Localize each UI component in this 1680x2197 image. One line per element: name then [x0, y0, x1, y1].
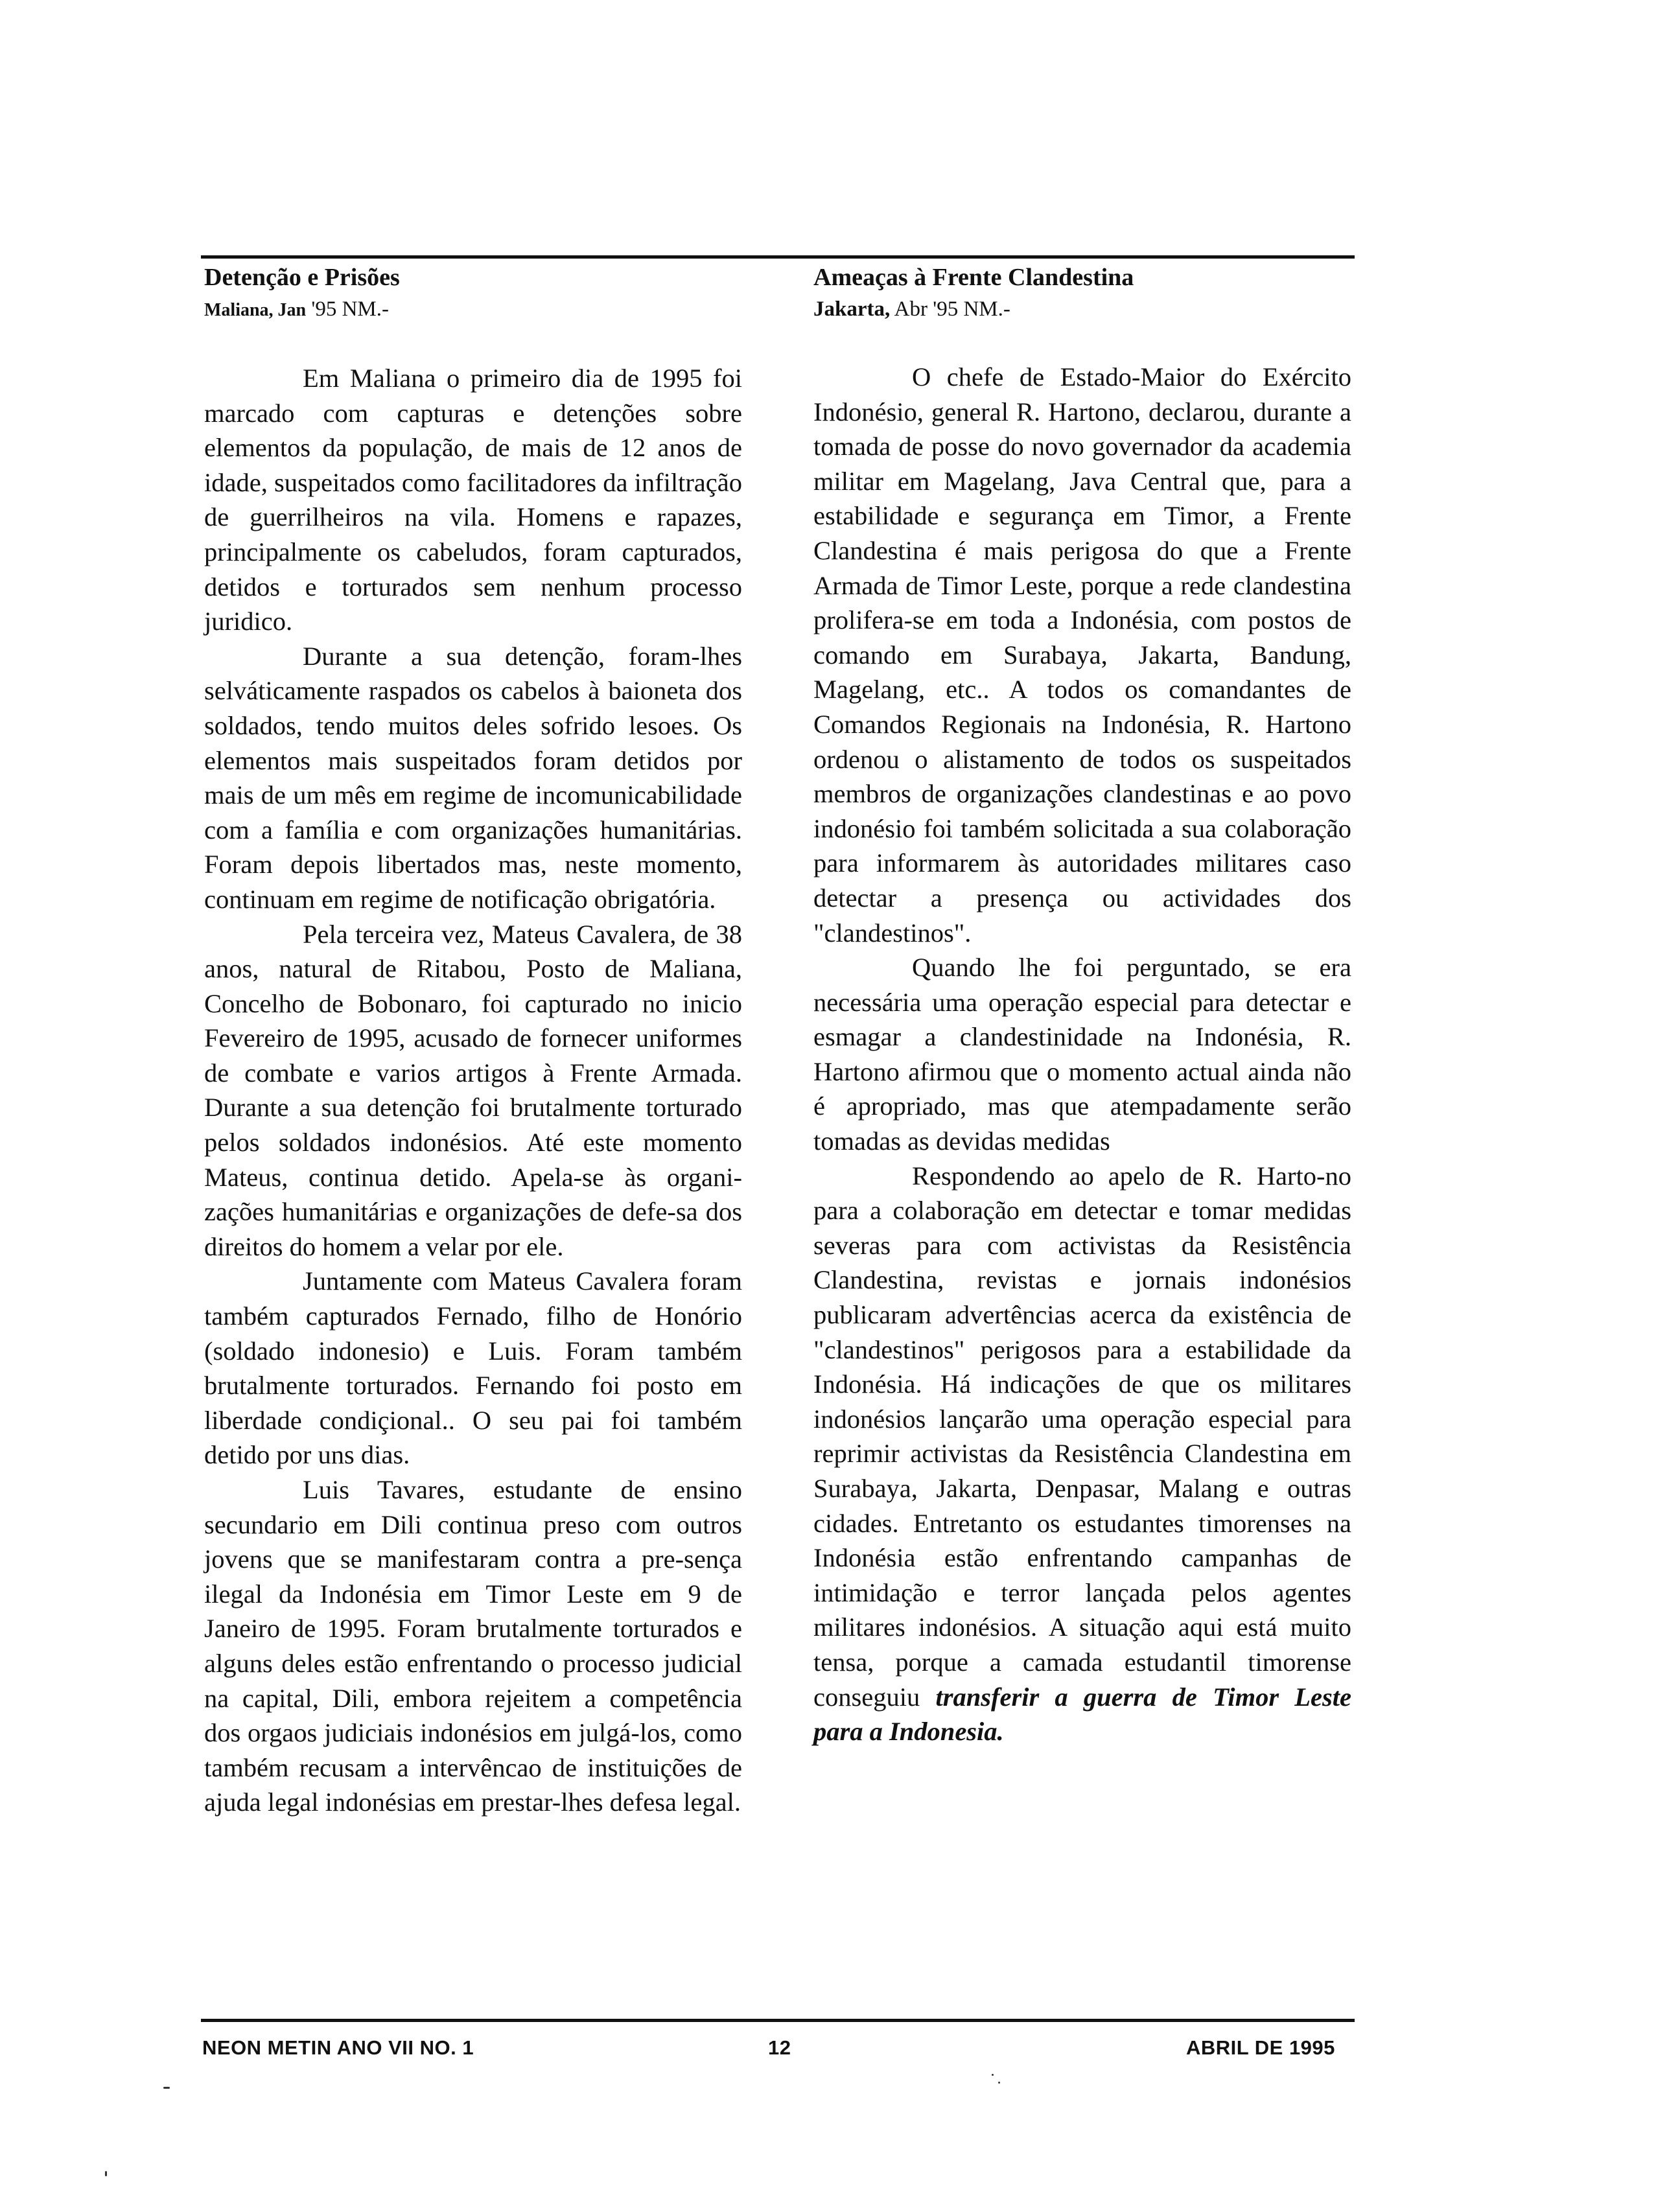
scan-speck: [163, 2087, 170, 2089]
scan-speck: [105, 2171, 107, 2176]
left-dateline-rest: '95 NM.-: [306, 297, 389, 321]
right-dateline-place: Jakarta,: [813, 297, 891, 321]
left-paragraph-1: Em Maliana o primeiro dia de 1995 foi marcado com capturas e detenções sobre elementos da população, de mais de 12 anos de idade, suspeitados como facilitadores da infiltração de guerrilheiros na vila. Homens e rapazes, principalmente os cabeludos, foram capturados, detidos e torturados sem nenhum processo juridico.: [204, 364, 742, 636]
right-paragraph-2: Quando lhe foi perguntado, se era necessária uma operação especial para detectar e esmagar a clandestinidade na Indonésia, R. Hartono afirmou que o momento actual ainda não é apropriado, mas que atempadamente serão tomadas as devidas medidas: [813, 953, 1351, 1156]
left-article-title: Detenção e Prisões: [204, 264, 400, 291]
left-article: [204, 261, 742, 1820]
right-dateline-rest: Abr '95 NM.-: [890, 297, 1010, 321]
left-paragraph-4: Juntamente com Mateus Cavalera foram também capturados Fernado, filho de Honório (soldado indonesio) e Luis. Foram também brutalmente torturados. Fernando foi posto em liberdade condiçional.. O seu pai foi também detido por uns dias.: [204, 1266, 742, 1470]
footer-publication: NEON METIN ANO VII NO. 1: [202, 2036, 474, 2059]
right-paragraph-3: [813, 1159, 1351, 1749]
left-paragraph-3: Pela terceira vez, Mateus Cavalera, de 38 anos, natural de Ritabou, Posto de Maliana, Concelho de Bobonaro, foi capturado no inicio Fevereiro de 1995, acusado de fornecer uniformes de combate e varios artigos à Frente Armada. Durante a sua detenção foi brutalmente torturado pelos soldados indonésios. Até este momento Mateus, continua detido. Apela-se às organi-zações humanitárias e organizações de defe-sa dos direitos do homem a velar por ele.: [204, 919, 742, 1261]
right-article-title: Ameaças à Frente Clandestina: [813, 264, 1134, 291]
footer-rule: [201, 2019, 1355, 2022]
closing-emphasis: transferir a guerra de Timor Leste para a Indonesia.: [813, 1682, 1351, 1747]
right-paragraph-3-text: Respondendo ao apelo de R. Harto-no para a colaboração em detectar e tomar medidas severas para com activistas da Resistência Clandestina, revistas e jornais indonésios publicaram advertências acerca da existência de "clandestinos" perigosos para a estabilidade da Indonésia. Há indicações de que os militares indonésios lançarão uma operação especial para reprimir activistas da Resistência Clandestina em Surabaya, Jakarta, Denpasar, Malang e outras cidades. Entretanto os estudantes timorenses na Indonésia estão enfrentando campanhas de intimidação e terror lançada pelos agentes militares indonésios. A situação aqui está muito tensa, porque a camada estudantil timorense conseguiu: [813, 1161, 1351, 1712]
footer-date: ABRIL DE 1995: [1186, 2036, 1335, 2059]
header-rule: [201, 255, 1355, 259]
left-paragraph-2: Durante a sua detenção, foram-lhes selváticamente raspados os cabelos à baioneta dos soldados, tendo muitos deles sofrido lesoes. Os elementos mais suspeitados foram detidos por mais de um mês em regime de incomunicabilidade com a família e com organizações humanitárias. Foram depois libertados mas, neste momento, continuam em regime de notificação obrigatória.: [204, 641, 742, 914]
scan-speck: [998, 2082, 1000, 2084]
right-paragraph-1: O chefe de Estado-Maior do Exército Indonésio, general R. Hartono, declarou, durante a tomada de posse do novo governador da academia militar em Magelang, Java Central que, para a estabilidade e segurança em Timor, a Frente Clandestina é mais perigosa do que a Frente Armada de Timor Leste, porque a rede clandestina prolifera-se em toda a Indonésia, com postos de comando em Surabaya, Jakarta, Bandung, Magelang, etc.. A todos os comandantes de Comandos Regionais na Indonésia, R. Hartono ordenou o alistamento de todos os suspeitados membros de organizações clandestinas e ao povo indonésio foi também solicitada a sua colaboração para informarem às autoridades militares caso detectar a presença ou actividades dos "clandestinos".: [813, 362, 1351, 947]
right-article: [813, 261, 1351, 1749]
scan-speck: [992, 2074, 994, 2076]
left-paragraph-5: Luis Tavares, estudante de ensino secundario em Dili continua preso com outros jovens que se manifestaram contra a pre-sença ilegal da Indonésia em Timor Leste em 9 de Janeiro de 1995. Foram brutalmente torturados e alguns deles estão enfrentando o processo judicial na capital, Dili, embora rejeitem a competência dos orgaos judiciais indonésios em julgá-los, como também recusam a intervêncao de instituições de ajuda legal indonésias em prestar-lhes defesa legal.: [204, 1475, 742, 1817]
left-article-dateline: [204, 294, 742, 325]
left-dateline-place: Maliana, Jan: [204, 300, 307, 320]
footer-page-number: 12: [768, 2036, 791, 2059]
right-article-dateline: [813, 294, 1351, 324]
